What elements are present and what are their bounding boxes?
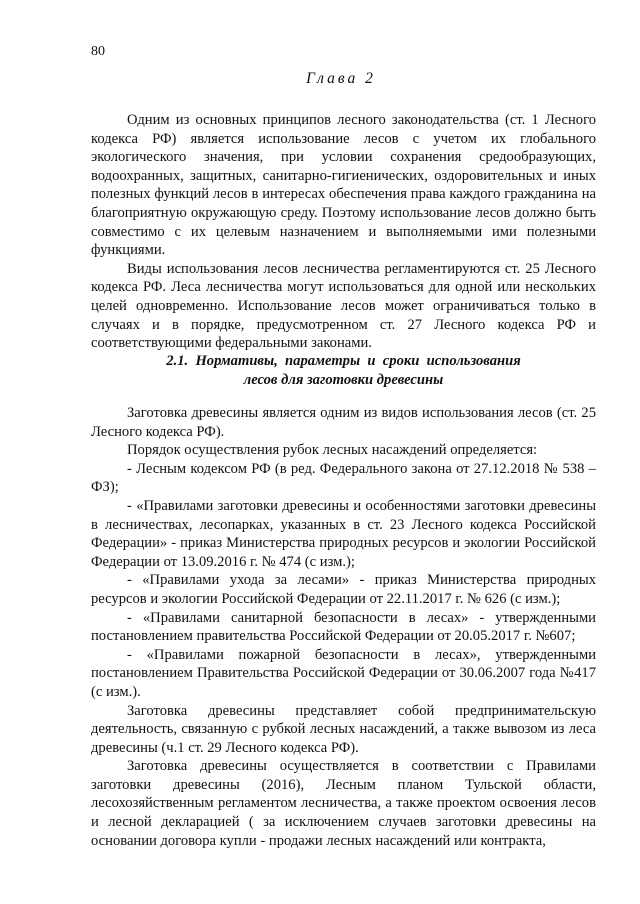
intro-text (91, 111, 596, 353)
section-paragraph-4: Заготовка древесины осуществляется в соответствии с Правилами заготовки древесины (2016), Лесным планом Тульской области, лесохозяйственным регламентом лесничества, а также проектом освоения лесов и лесной декларацией ( за исключением случаев заготовки древесины на основании договора купли - продажи лесных насаждений или контракта, (91, 758, 596, 849)
section-paragraph-3: Заготовка древесины представляет собой предпринимательскую деятельность, связанную с рубкой лесных насаждений, а также вывозом из леса древесины (ч.1 ст. 29 Лесного кодекса РФ). (91, 702, 596, 756)
section-list-item-5: - «Правилами пожарной безопасности в лесах», утвержденными постановлением Правительства Российской Федерации от 30.06.2007 года №417 (с изм.). (91, 646, 596, 700)
section-paragraph-2: Порядок осуществления рубок лесных насаждений определяется: (127, 442, 538, 459)
section-text (91, 404, 596, 850)
chapter-title: Глава 2 (306, 70, 376, 87)
section-list-item-4: - «Правилами санитарной безопасности в лесах» - утвержденными постановлением правительства Российской Федерации от 20.05.2017 г. №607; (91, 609, 596, 645)
section-heading (91, 352, 596, 389)
page-number: 80 (91, 44, 105, 59)
section-list-item-1: - Лесным кодексом РФ (в ред. Федерального закона от 27.12.2018 № 538 – ФЗ); (91, 460, 596, 496)
section-paragraph-1: Заготовка древесины является одним из видов использования лесов (ст. 25 Лесного кодекса РФ). (91, 405, 596, 440)
intro-paragraph-1: Одним из основных принципов лесного законодательства (ст. 1 Лесного кодекса РФ) является использование лесов с учетом их глобального экологического значения, при условии сохранения средообразующих, водоохранных, защитных, санитарно-гигиенических, оздоровительных и иных полезных функций лесов в интересах обеспечения права каждого гражданина на благоприятную окружающую среду. Поэтому использование лесов должно быть совместимо с их целевым назначением и выполняемыми ими полезными функциями. (91, 112, 596, 259)
section-heading-line-2: лесов для заготовки древесины (243, 371, 444, 388)
section-list-item-2: - «Правилами заготовки древесины и особенностями заготовки древесины в лесничествах, лесопарках, указанных в ст. 23 Лесного кодекса Российской Федерации» - приказ Министерства природных ресурсов и экологии Российской Федерации от 13.09.2016 г. № 474 (с изм.); (91, 497, 596, 570)
section-list-item-3: - «Правилами ухода за лесами» - приказ Министерства природных ресурсов и экологии Российской Федерации от 22.11.2017 г. № 626 (с изм.); (91, 572, 596, 607)
intro-paragraph-2: Виды использования лесов лесничества регламентируются ст. 25 Лесного кодекса РФ. Леса лесничества могут использоваться для одной или нескольких целей одновременно. Использование лесов может ограничиваться только в случаях и в порядке, предусмотренном ст. 27 Лесного кодекса РФ и соответствующими федеральными законами. (91, 260, 596, 352)
section-heading-line-1: 2.1. Нормативы, параметры и сроки использования (166, 353, 521, 369)
